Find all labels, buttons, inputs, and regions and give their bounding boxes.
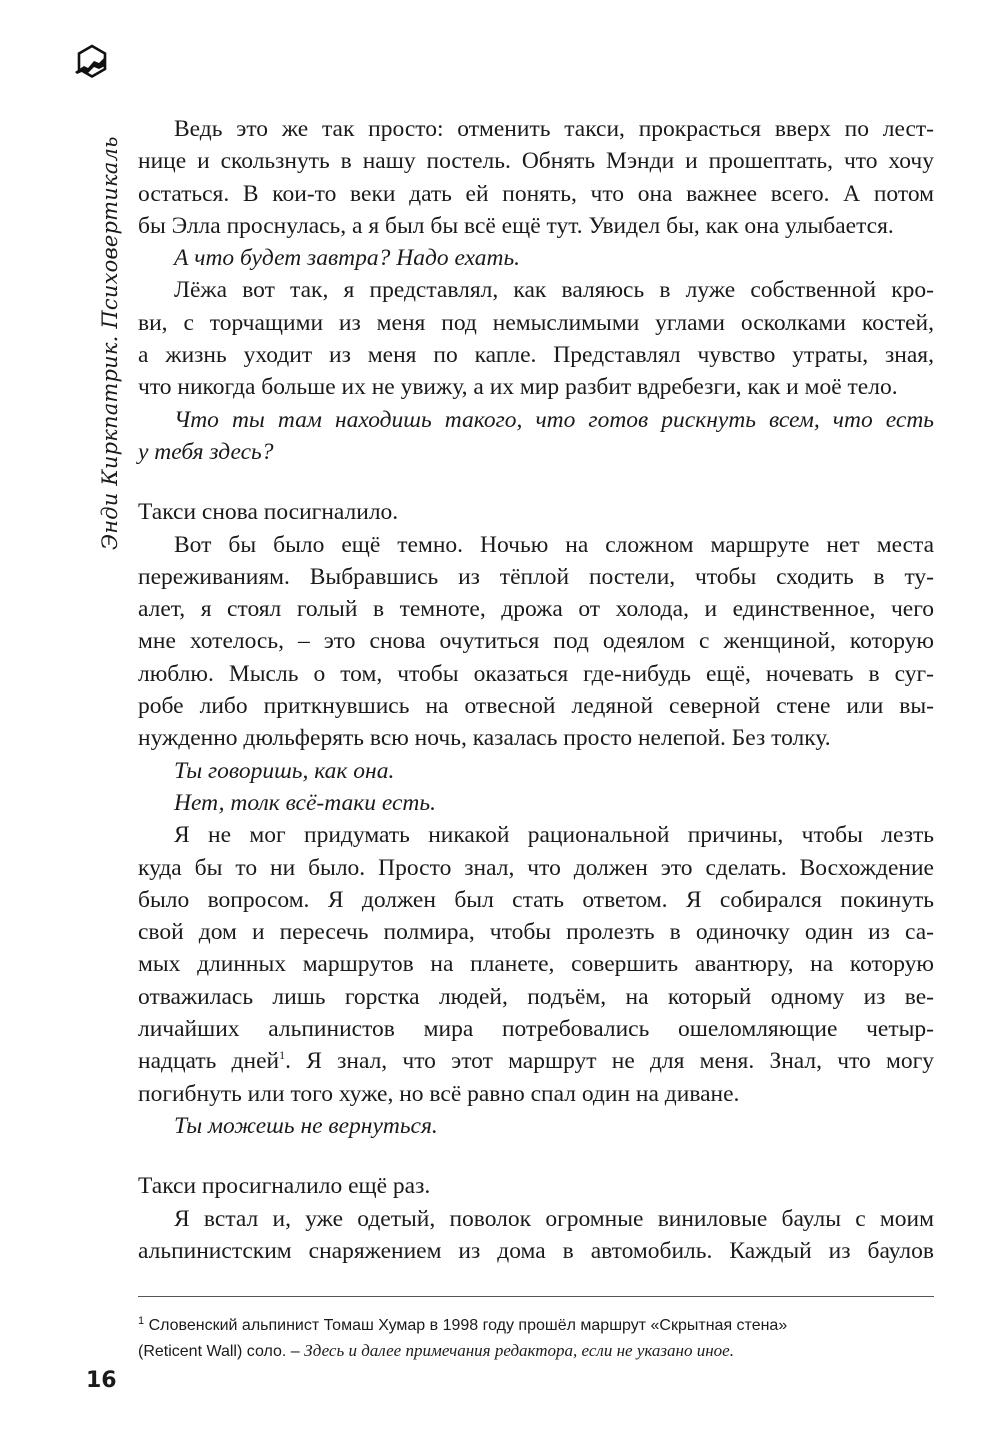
footnote-editor-note: Здесь и далее примечания редактора, если не указано иное. — [304, 1341, 734, 1360]
text-line: было вопросом. Я должен был стать ответом. Я собирался покинуть — [138, 886, 934, 913]
text-line: Что ты там находишь такого, что готов рискнуть всем, что есть — [174, 406, 934, 433]
running-head: Энди Киркпатрик. Психовертикаль — [98, 136, 122, 550]
text-line: альпинистским снаряжением из дома в автомобиль. Каждый из баулов — [138, 1237, 934, 1264]
paragraph-gap — [138, 468, 934, 496]
text-line: а жизнь уходит из меня по капле. Представлял чувство утраты, зная, — [138, 342, 934, 369]
text-line: погибнуть или того хуже, но всё равно спал один на диване. — [138, 1080, 740, 1107]
text-line: Лёжа вот так, я представлял, как валяюсь в луже собственной кро- — [174, 277, 934, 304]
text-line: Ты говоришь, как она. — [174, 757, 395, 784]
text-line: бы Элла проснулась, а я был бы всё ещё тут. Увидел бы, как она улыбается. — [138, 212, 894, 239]
text-line: мых длинных маршрутов на планете, совершить авантюру, на которую — [138, 951, 934, 978]
text-line: нужденно дюльферять всю ночь, казалась просто нелепой. Без толку. — [138, 725, 831, 752]
footnote-line-2 — [138, 1338, 938, 1364]
text-line: переживаниям. Выбравшись из тёплой постели, чтобы сходить в ту- — [138, 563, 934, 590]
footnote-number: 1 — [138, 1315, 145, 1327]
text-line: личайших альпинистов мира потребовались ошеломляющие четыр- — [138, 1016, 934, 1043]
text-line: свой дом и пересечь полмира, чтобы пролезть в одиночку один из са- — [138, 919, 934, 946]
text-line: А что будет завтра? Надо ехать. — [174, 245, 521, 272]
text-line: нице и скользнуть в нашу постель. Обнять Мэнди и прошептать, что хочу — [138, 148, 934, 175]
text-line: Нет, толк всё-таки есть. — [174, 789, 436, 816]
text-line: ви, с торчащими из меня под немыслимыми углами осколками костей, — [138, 309, 934, 336]
body-text — [138, 113, 934, 1267]
footnote-text-plain: (Reticent Wall) соло. – — [138, 1343, 305, 1360]
text-line: Я не мог придумать никакой рациональной причины, чтобы лезть — [174, 822, 934, 849]
page-number: 16 — [86, 1368, 117, 1393]
text-line: куда бы то ни было. Просто знал, что должен это сделать. Восхождение — [138, 854, 934, 881]
paragraph-gap — [138, 1142, 934, 1170]
text-line: Я встал и, уже одетый, поволок огромные виниловые баулы с моим — [174, 1205, 934, 1232]
text-line: Ведь это же так просто: отменить такси, прокрасться вверх по лест- — [174, 116, 934, 142]
text-line: мне хотелось, – это снова очутиться под одеялом с женщиной, которую — [138, 628, 934, 655]
text-line: алет, я стоял голый в темноте, дрожа от холода, и единственное, чего — [138, 596, 934, 623]
text-line: Вот бы было ещё темно. Ночью на сложном маршруте нет места — [174, 531, 934, 558]
publisher-logo — [72, 42, 112, 82]
text-line: остаться. В кои-то веки дать ей понять, что она важнее всего. А потом — [138, 180, 934, 207]
text-line: у тебя здесь? — [138, 438, 274, 465]
text-line: Такси снова посигналило. — [138, 499, 399, 526]
footnote-reference: 1 — [279, 1048, 286, 1063]
footnotes — [138, 1309, 938, 1364]
text-line: Ты можешь не вернуться. — [174, 1112, 438, 1139]
text-line: отважилась лишь горстка людей, подъём, на который одному из ве- — [138, 983, 934, 1010]
footnote-line-1 — [138, 1309, 938, 1338]
mountain-hexagon-icon — [72, 42, 112, 82]
text-line: что никогда больше их не увижу, а их мир разбит вдребезги, как и моё тело. — [138, 374, 898, 401]
text-line: Такси просигналило ещё раз. — [138, 1173, 431, 1200]
text-line: робе либо приткнувшись на отвесной ледяной северной стене или вы- — [138, 693, 934, 720]
text-line: люблю. Мысль о том, чтобы оказаться где-нибудь ещё, ночевать в суг- — [138, 660, 934, 687]
footnote-text: Словенский альпинист Томаш Хумар в 1998 году прошёл маршрут «Скрытная стена» — [148, 1317, 788, 1334]
footnote-divider — [138, 1296, 934, 1297]
text-line: надцать дней$^1$. Я знал, что этот маршрут не для меня. Знал, что могу — [138, 1048, 934, 1075]
